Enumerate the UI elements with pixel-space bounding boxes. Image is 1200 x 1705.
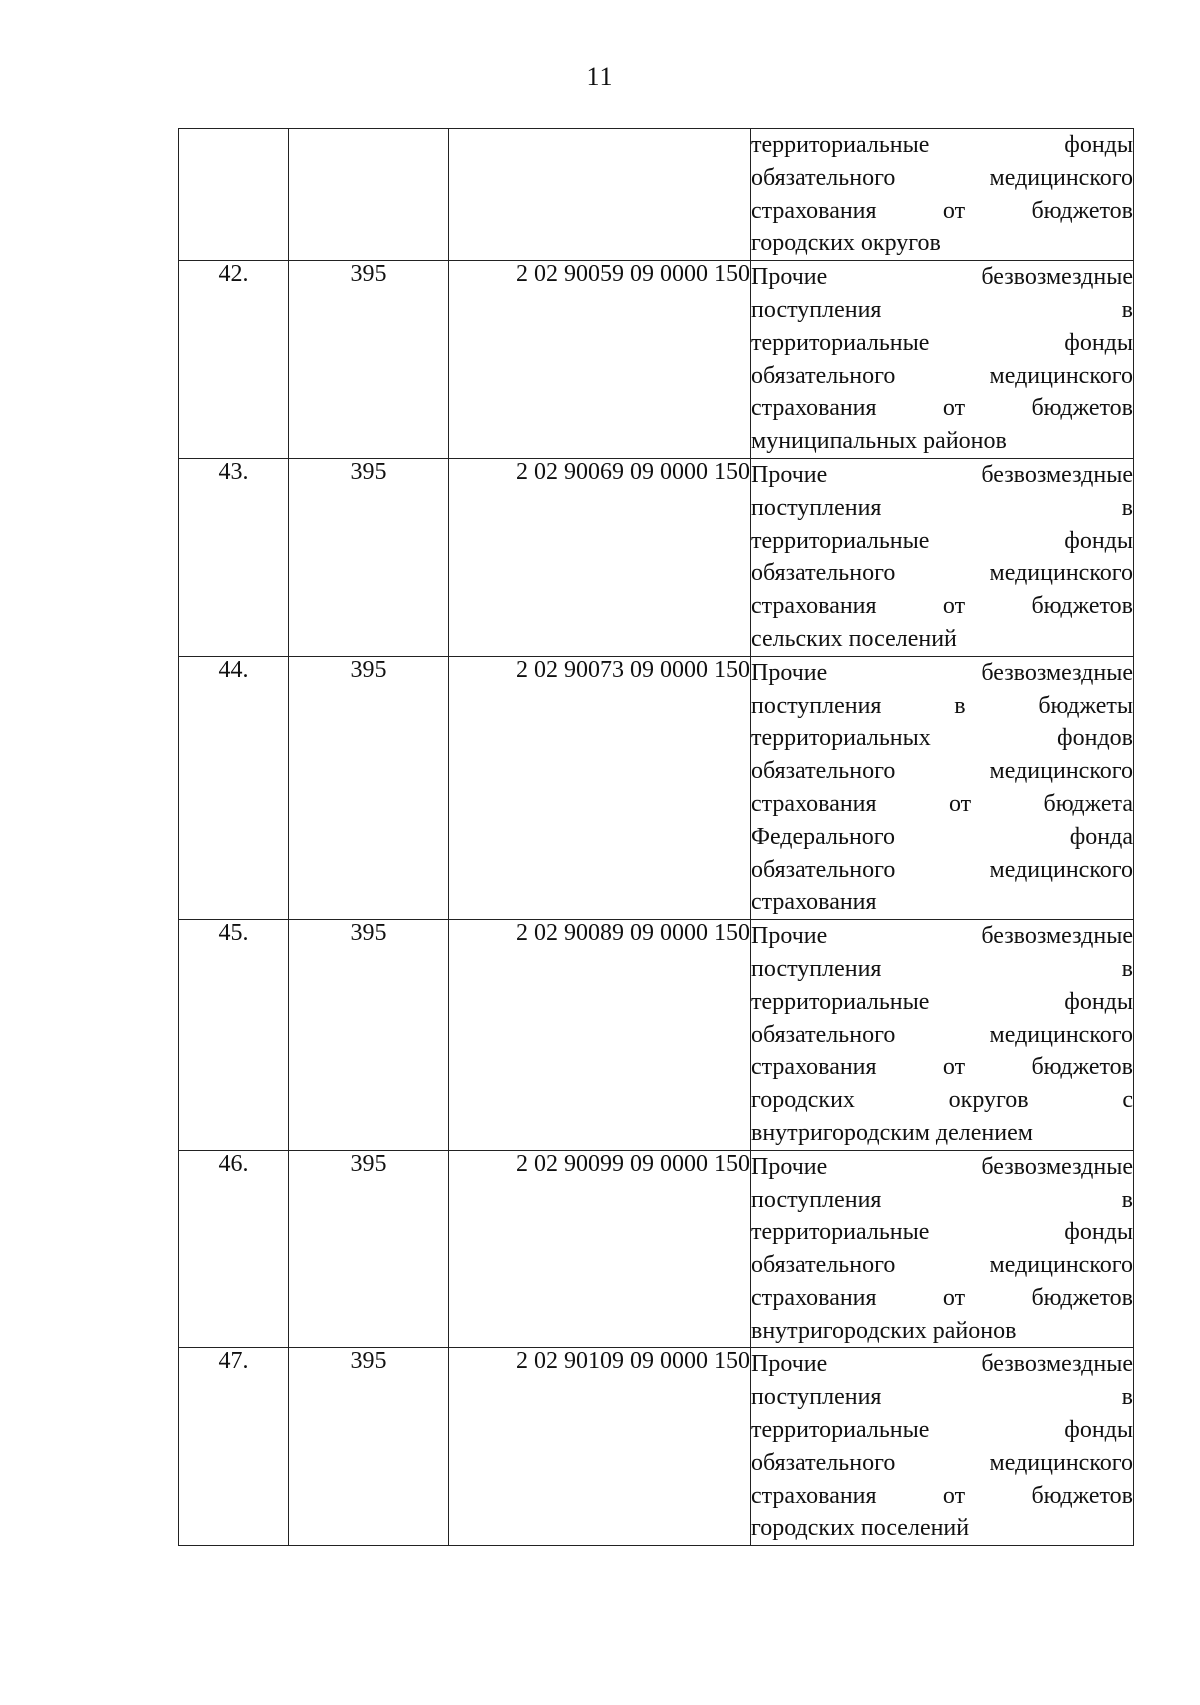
- table-body: [179, 129, 1134, 1546]
- description: [751, 261, 1134, 459]
- admin-code: 395: [289, 458, 449, 656]
- description-line: страхования от бюджетов: [751, 1054, 1133, 1081]
- description-line: городских округов: [751, 230, 941, 257]
- description-line: сельских поселений: [751, 625, 957, 652]
- description-line: внутригородских районов: [751, 1317, 1017, 1344]
- description-line: обязательного медицинского: [751, 1252, 1133, 1279]
- description-line: обязательного медицинского: [751, 560, 1133, 587]
- description-line: поступления в: [751, 955, 1133, 982]
- description-line: территориальные фонды: [751, 527, 1133, 554]
- row-number: [179, 129, 289, 261]
- description-line: территориальные фонды: [751, 132, 1133, 158]
- description-line: страхования от бюджетов: [751, 593, 1133, 620]
- table-row: [179, 1150, 1134, 1348]
- description: [751, 458, 1134, 656]
- description-line: поступления в бюджеты: [751, 692, 1133, 719]
- row-number: 42.: [179, 261, 289, 459]
- budget-code: 2 02 90099 09 0000 150: [449, 1150, 751, 1348]
- description-line: территориальные фонды: [751, 329, 1133, 356]
- description-line: обязательного медицинского: [751, 856, 1133, 883]
- description-line: внутригородским делением: [751, 1119, 1033, 1146]
- description-line: Прочие безвозмездные: [751, 923, 1133, 950]
- description-line: территориальные фонды: [751, 1219, 1133, 1246]
- description-line: Прочие безвозмездные: [751, 659, 1133, 686]
- row-number: 45.: [179, 920, 289, 1151]
- description: [751, 920, 1134, 1151]
- table-row: [179, 1348, 1134, 1546]
- description-line: муниципальных районов: [751, 428, 1007, 455]
- table-row: [179, 920, 1134, 1151]
- description-line: поступления в: [751, 1186, 1133, 1213]
- description-line: поступления в: [751, 1384, 1133, 1411]
- table-row: [179, 261, 1134, 459]
- row-number: 43.: [179, 458, 289, 656]
- table-row: [179, 458, 1134, 656]
- admin-code: 395: [289, 261, 449, 459]
- description-line: территориальные фонды: [751, 988, 1133, 1015]
- budget-code: 2 02 90089 09 0000 150: [449, 920, 751, 1151]
- description-line: поступления в: [751, 494, 1133, 521]
- description-line: территориальных фондов: [751, 725, 1133, 752]
- description-line: городских округов с: [751, 1087, 1133, 1114]
- table-row: [179, 129, 1134, 261]
- budget-codes-table: [178, 128, 1134, 1546]
- description-line: обязательного медицинского: [751, 164, 1133, 191]
- description-line: обязательного медицинского: [751, 1449, 1133, 1476]
- admin-code: 395: [289, 1150, 449, 1348]
- admin-code: 395: [289, 656, 449, 919]
- description-line: Прочие безвозмездные: [751, 264, 1133, 291]
- description: [751, 1150, 1134, 1348]
- budget-code: 2 02 90109 09 0000 150: [449, 1348, 751, 1546]
- description: [751, 129, 1134, 261]
- description-line: страхования от бюджетов: [751, 1284, 1133, 1311]
- admin-code: [289, 129, 449, 261]
- budget-code: [449, 129, 751, 261]
- description-line: Федерального фонда: [751, 823, 1133, 850]
- row-number: 46.: [179, 1150, 289, 1348]
- description-line: территориальные фонды: [751, 1417, 1133, 1444]
- description: [751, 1348, 1134, 1546]
- description-line: обязательного медицинского: [751, 1021, 1133, 1048]
- description-line: страхования от бюджета: [751, 790, 1133, 817]
- admin-code: 395: [289, 1348, 449, 1546]
- description-line: обязательного медицинского: [751, 758, 1133, 785]
- description-line: поступления в: [751, 296, 1133, 323]
- description-line: обязательного медицинского: [751, 362, 1133, 389]
- description-line: Прочие безвозмездные: [751, 461, 1133, 488]
- row-number: 47.: [179, 1348, 289, 1546]
- description-line: Прочие безвозмездные: [751, 1351, 1133, 1378]
- description-line: страхования от бюджетов: [751, 395, 1133, 422]
- page-number: 11: [586, 62, 614, 91]
- description-line: страхования: [751, 889, 877, 916]
- table-row: [179, 656, 1134, 919]
- description-line: страхования от бюджетов: [751, 197, 1133, 224]
- description-line: страхования от бюджетов: [751, 1482, 1133, 1509]
- budget-code: 2 02 90073 09 0000 150: [449, 656, 751, 919]
- row-number: 44.: [179, 656, 289, 919]
- budget-code: 2 02 90069 09 0000 150: [449, 458, 751, 656]
- description-line: городских поселений: [751, 1515, 970, 1542]
- description: [751, 656, 1134, 919]
- description-line: Прочие безвозмездные: [751, 1153, 1133, 1180]
- admin-code: 395: [289, 920, 449, 1151]
- budget-code: 2 02 90059 09 0000 150: [449, 261, 751, 459]
